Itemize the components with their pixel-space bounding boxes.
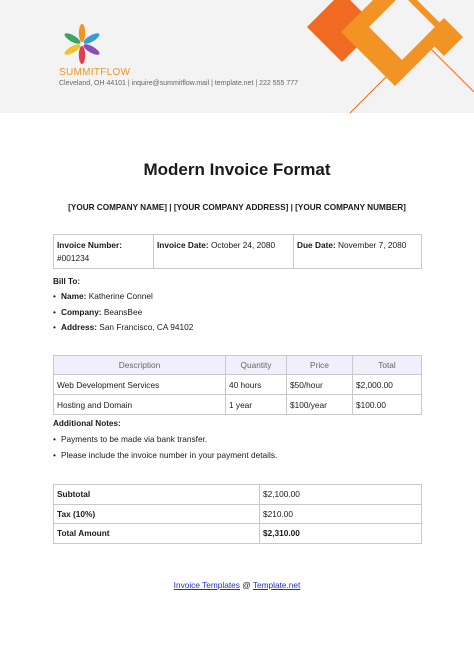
tax-value: $210.00 — [260, 504, 422, 524]
invoice-date-label: Invoice Date: — [157, 240, 209, 250]
table-row — [54, 375, 422, 395]
summitflow-logo-icon — [60, 22, 104, 66]
table-header-row — [54, 356, 422, 375]
invoice-number-label: Invoice Number: — [57, 240, 123, 250]
table-row — [54, 395, 422, 415]
letterhead — [0, 0, 474, 113]
list-item — [53, 320, 193, 336]
list-item: • Please include the invoice number in your payment details. — [53, 448, 277, 464]
contact-info: Cleveland, OH 44101 | inquire@summitflow.mail | template.net | 222 555 777 — [59, 80, 299, 87]
list-item — [53, 289, 193, 305]
name-value: Katherine Connel — [88, 291, 153, 301]
due-date-label: Due Date: — [297, 240, 336, 250]
company-label: Company: — [61, 306, 102, 317]
invoice-number-value: #001234 — [57, 253, 90, 263]
item-price: $100/year — [287, 395, 353, 415]
table-row — [54, 485, 422, 505]
footer-separator: @ — [242, 580, 251, 590]
table-row — [54, 504, 422, 524]
due-date-cell — [294, 235, 422, 269]
bill-to-label: Bill To: — [53, 277, 81, 286]
list-item: • Payments to be made via bank transfer. — [53, 432, 277, 448]
total-amount-label: Total Amount — [54, 524, 260, 544]
item-total: $100.00 — [353, 395, 422, 415]
column-header-price: Price — [287, 356, 353, 375]
name-label: Name: — [61, 291, 87, 301]
column-header-quantity: Quantity — [226, 356, 287, 375]
invoice-number-cell — [54, 235, 154, 269]
notes-list — [53, 432, 277, 463]
totals-table — [53, 484, 422, 544]
brand-name: SUMMITFLOW — [59, 67, 131, 78]
invoice-templates-link[interactable]: Invoice Templates — [173, 580, 240, 590]
additional-notes-label: Additional Notes: — [53, 419, 121, 428]
item-price: $50/hour — [287, 375, 353, 395]
item-description: Hosting and Domain — [54, 395, 226, 415]
invoice-date-cell — [154, 235, 294, 269]
company-placeholder-line: [YOUR COMPANY NAME] | [YOUR COMPANY ADDRESS] | [YOUR COMPANY NUMBER] — [68, 203, 406, 212]
list-item — [53, 305, 193, 321]
subtotal-value: $2,100.00 — [260, 485, 422, 505]
tax-label: Tax (10%) — [54, 504, 260, 524]
invoice-info-table — [53, 234, 422, 269]
total-amount-value: $2,310.00 — [260, 524, 422, 544]
subtotal-label: Subtotal — [54, 485, 260, 505]
due-date-value: November 7, 2080 — [338, 240, 407, 250]
bill-to-list — [53, 289, 193, 336]
footer — [0, 580, 474, 590]
column-header-total: Total — [353, 356, 422, 375]
company-value: BeansBee — [103, 306, 143, 317]
address-value: San Francisco, CA 94102 — [99, 322, 194, 332]
table-row — [54, 524, 422, 544]
document-title: Modern Invoice Format — [143, 160, 331, 179]
item-quantity: 40 hours — [226, 375, 287, 395]
template-net-link[interactable]: Template.net — [252, 580, 301, 590]
item-description: Web Development Services — [54, 375, 226, 395]
address-label: Address: — [61, 322, 97, 332]
invoice-date-value: October 24, 2080 — [210, 240, 276, 250]
item-quantity: 1 year — [226, 395, 287, 415]
column-header-description: Description — [54, 356, 226, 375]
line-items-table — [53, 355, 422, 415]
item-total: $2,000.00 — [353, 375, 422, 395]
